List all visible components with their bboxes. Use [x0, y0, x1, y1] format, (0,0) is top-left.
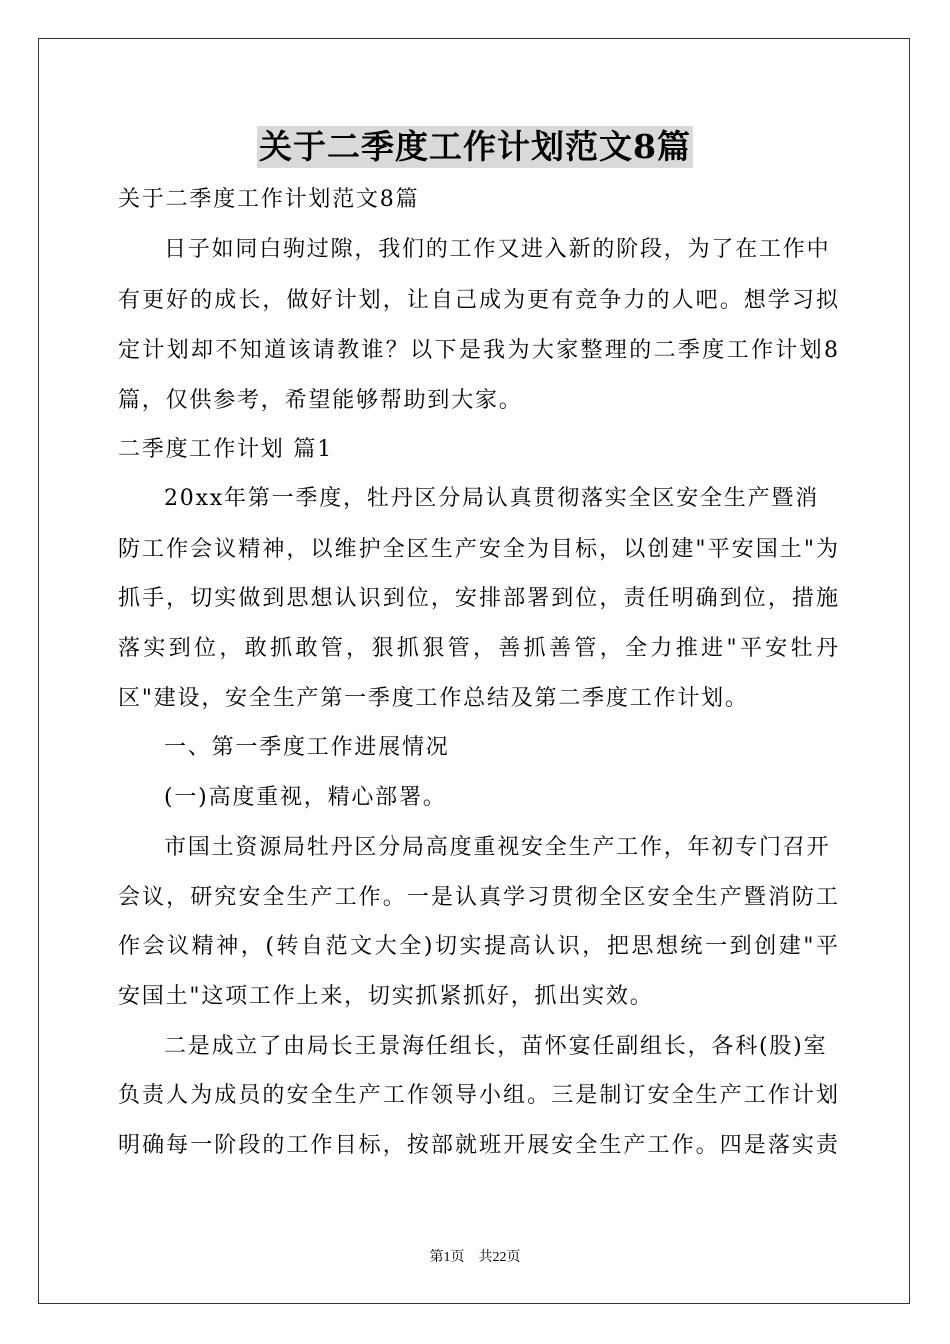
body-line: 负责人为成员的安全生产工作领导小组。三是制订安全生产工作计划: [118, 1083, 838, 1108]
body-line: 二是成立了由局长王景海任组长，苗怀宴任副组长，各科(股)室: [164, 1034, 828, 1059]
body-line: 有更好的成长，做好计划，让自己成为更有竞争力的人吧。想学习拟: [118, 288, 838, 313]
body-line: 落实到位，敢抓敢管，狠抓狠管，善抓善管，全力推进"平安牡丹: [118, 636, 838, 661]
body-line: 抓手，切实做到思想认识到位，安排部署到位，责任明确到位，措施: [118, 586, 838, 611]
body-line: 日子如同白驹过隙，我们的工作又进入新的阶段，为了在工作中: [164, 237, 831, 262]
document-title: 关于二季度工作计划范文8篇: [259, 127, 691, 166]
body-line: 市国土资源局牡丹区分局高度重视安全生产工作，年初专门召开: [164, 835, 831, 860]
page-border: [38, 38, 910, 1304]
body-line: 作会议精神，(转自范文大全)切实提高认识，把思想统一到创建"平: [118, 934, 838, 959]
section-heading: 二季度工作计划 篇1: [118, 437, 333, 462]
subsection-heading: 一、第一季度工作进展情况: [164, 735, 450, 760]
body-line: 定计划却不知道该请教谁？以下是我为大家整理的二季度工作计划8: [118, 338, 838, 363]
title-container: [0, 126, 950, 168]
subsection-heading: (一)高度重视，精心部署。: [164, 785, 447, 810]
subtitle-line: 关于二季度工作计划范文8篇: [118, 187, 420, 212]
body-line: 安国土"这项工作上来，切实抓紧抓好，抓出实效。: [118, 984, 654, 1009]
body-line: 明确每一阶段的工作目标，按部就班开展安全生产工作。四是落实责: [118, 1133, 838, 1158]
body-line: 篇，仅供参考，希望能够帮助到大家。: [118, 388, 523, 413]
body-line: 防工作会议精神，以维护全区生产安全为目标，以创建"平安国土"为: [118, 537, 838, 562]
body-line: 会议，研究安全生产工作。一是认真学习贯彻全区安全生产暨消防工: [118, 885, 838, 910]
body-line: 20xx年第一季度，牡丹区分局认真贯彻落实全区安全生产暨消: [164, 486, 820, 511]
body-line: 区"建设，安全生产第一季度工作总结及第二季度工作计划。: [118, 686, 749, 711]
page-footer: 第1页 共22页: [429, 1250, 521, 1265]
